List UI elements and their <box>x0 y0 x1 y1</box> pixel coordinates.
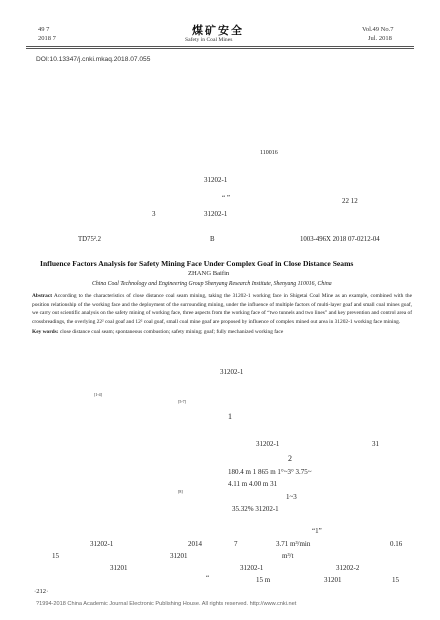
copyright-footer: ?1994-2018 China Academic Journal Electronic Publishing House. All rights reserved. http://www.cnki.net <box>36 601 297 607</box>
date-label-en: Jul. 2018 <box>368 35 392 42</box>
date-label-cn: 2018 7 <box>38 35 56 42</box>
doi: DOI:10.13347/j.cnki.mkaq.2018.07.055 <box>36 56 151 63</box>
body-face-a: 31202-1 <box>220 368 244 376</box>
value-15-b: 15 <box>392 576 399 584</box>
year-value: 2014 <box>188 540 202 548</box>
ref-1-4: [1-4] <box>94 392 102 397</box>
percent-value: 35.32% 31202-1 <box>232 505 279 513</box>
quote-1: “1” <box>312 527 322 535</box>
section-2: 2 <box>288 454 292 463</box>
unit-m3t: m³/t <box>282 552 294 560</box>
journal-subtitle: Safety in Coal Mines <box>185 37 233 43</box>
body-n31: 31 <box>372 440 379 448</box>
body-face-c: 31202-1 <box>90 540 114 548</box>
keywords-label: Key words: <box>32 329 59 335</box>
body-face-e: 31202-2 <box>336 564 360 572</box>
working-face-id: 31202-1 <box>204 176 228 184</box>
value-016: 0.16 <box>390 540 403 548</box>
document-code: B <box>210 236 215 243</box>
volume-label-en: Vol.49 No.7 <box>362 26 394 33</box>
english-abstract <box>32 292 412 326</box>
value-15: 15 <box>52 552 59 560</box>
range-value: 1~3 <box>286 493 297 501</box>
gas-rate: 3.71 m³/min <box>276 540 311 548</box>
english-keywords <box>32 328 412 337</box>
body-face-b: 31202-1 <box>256 440 280 448</box>
ref-5-7: [5-7] <box>178 399 186 404</box>
month-value: 7 <box>234 540 238 548</box>
clc-number: TD75².2 <box>78 236 101 243</box>
working-face-id-2: 31202-1 <box>204 210 228 218</box>
journal-logo: 煤矿安全 <box>192 24 244 37</box>
section-1: 1 <box>228 412 232 421</box>
face-31201: 31201 <box>170 552 188 560</box>
english-author: ZHANG Baifin <box>188 270 230 277</box>
abstract-label: Abstract <box>32 293 53 299</box>
quote-marks: “ ” <box>222 194 230 202</box>
factor-count: 3 <box>152 210 156 218</box>
volume-label-cn: 49 7 <box>38 26 50 33</box>
face-31201-c: 31201 <box>324 576 342 584</box>
coal-seam-numbers: 22 12 <box>342 197 358 205</box>
keywords-text: close distance coal seam; spontaneous combustion; safety mining; goaf; fully mechanized working face <box>59 329 284 335</box>
quote-2: “ <box>206 574 210 582</box>
header-rule-2 <box>26 48 414 49</box>
article-number: 1003-496X 2018 07-0212-04 <box>300 236 380 243</box>
ref-8: [8] <box>178 489 183 494</box>
face-dimensions-2: 4.11 m 4.00 m 31 <box>228 480 278 488</box>
english-title: Influence Factors Analysis for Safety Mining Face Under Complex Goaf in Close Distance Seams <box>40 259 354 268</box>
postcode: 110016 <box>260 150 278 156</box>
body-face-d: 31202-1 <box>240 564 264 572</box>
page-number: ·212· <box>34 588 49 595</box>
face-31201-b: 31201 <box>110 564 128 572</box>
header-rule <box>26 46 414 47</box>
face-dimensions: 180.4 m 1 865 m 1°~3° 3.75~ <box>228 468 312 476</box>
abstract-text: According to the characteristics of close distance coal seam mining, taking the 31202-1 working face in Shigetai Coal Mine as an example, combined with the position relationship of the working face and the deployment of the surrounding mining, under the influence of multiple factors of multi-layer goaf and small coal mines goaf, we carry out scientific analysis on the safety mining of working face, three aspects from the working face of “two tunnels and two lines” and key prevention and control area of crossbreadings, the overlying 22² coal goaf and 12² coal goaf, small coal mine goaf are proposed by influence of complex mined out area in 31202-1 working face mining. <box>32 293 412 325</box>
distance-value: 15 m <box>256 576 271 584</box>
english-affiliation: China Coal Technology and Engineering Group Shenyang Research Institute, Shenyang 110016, China <box>92 281 332 287</box>
